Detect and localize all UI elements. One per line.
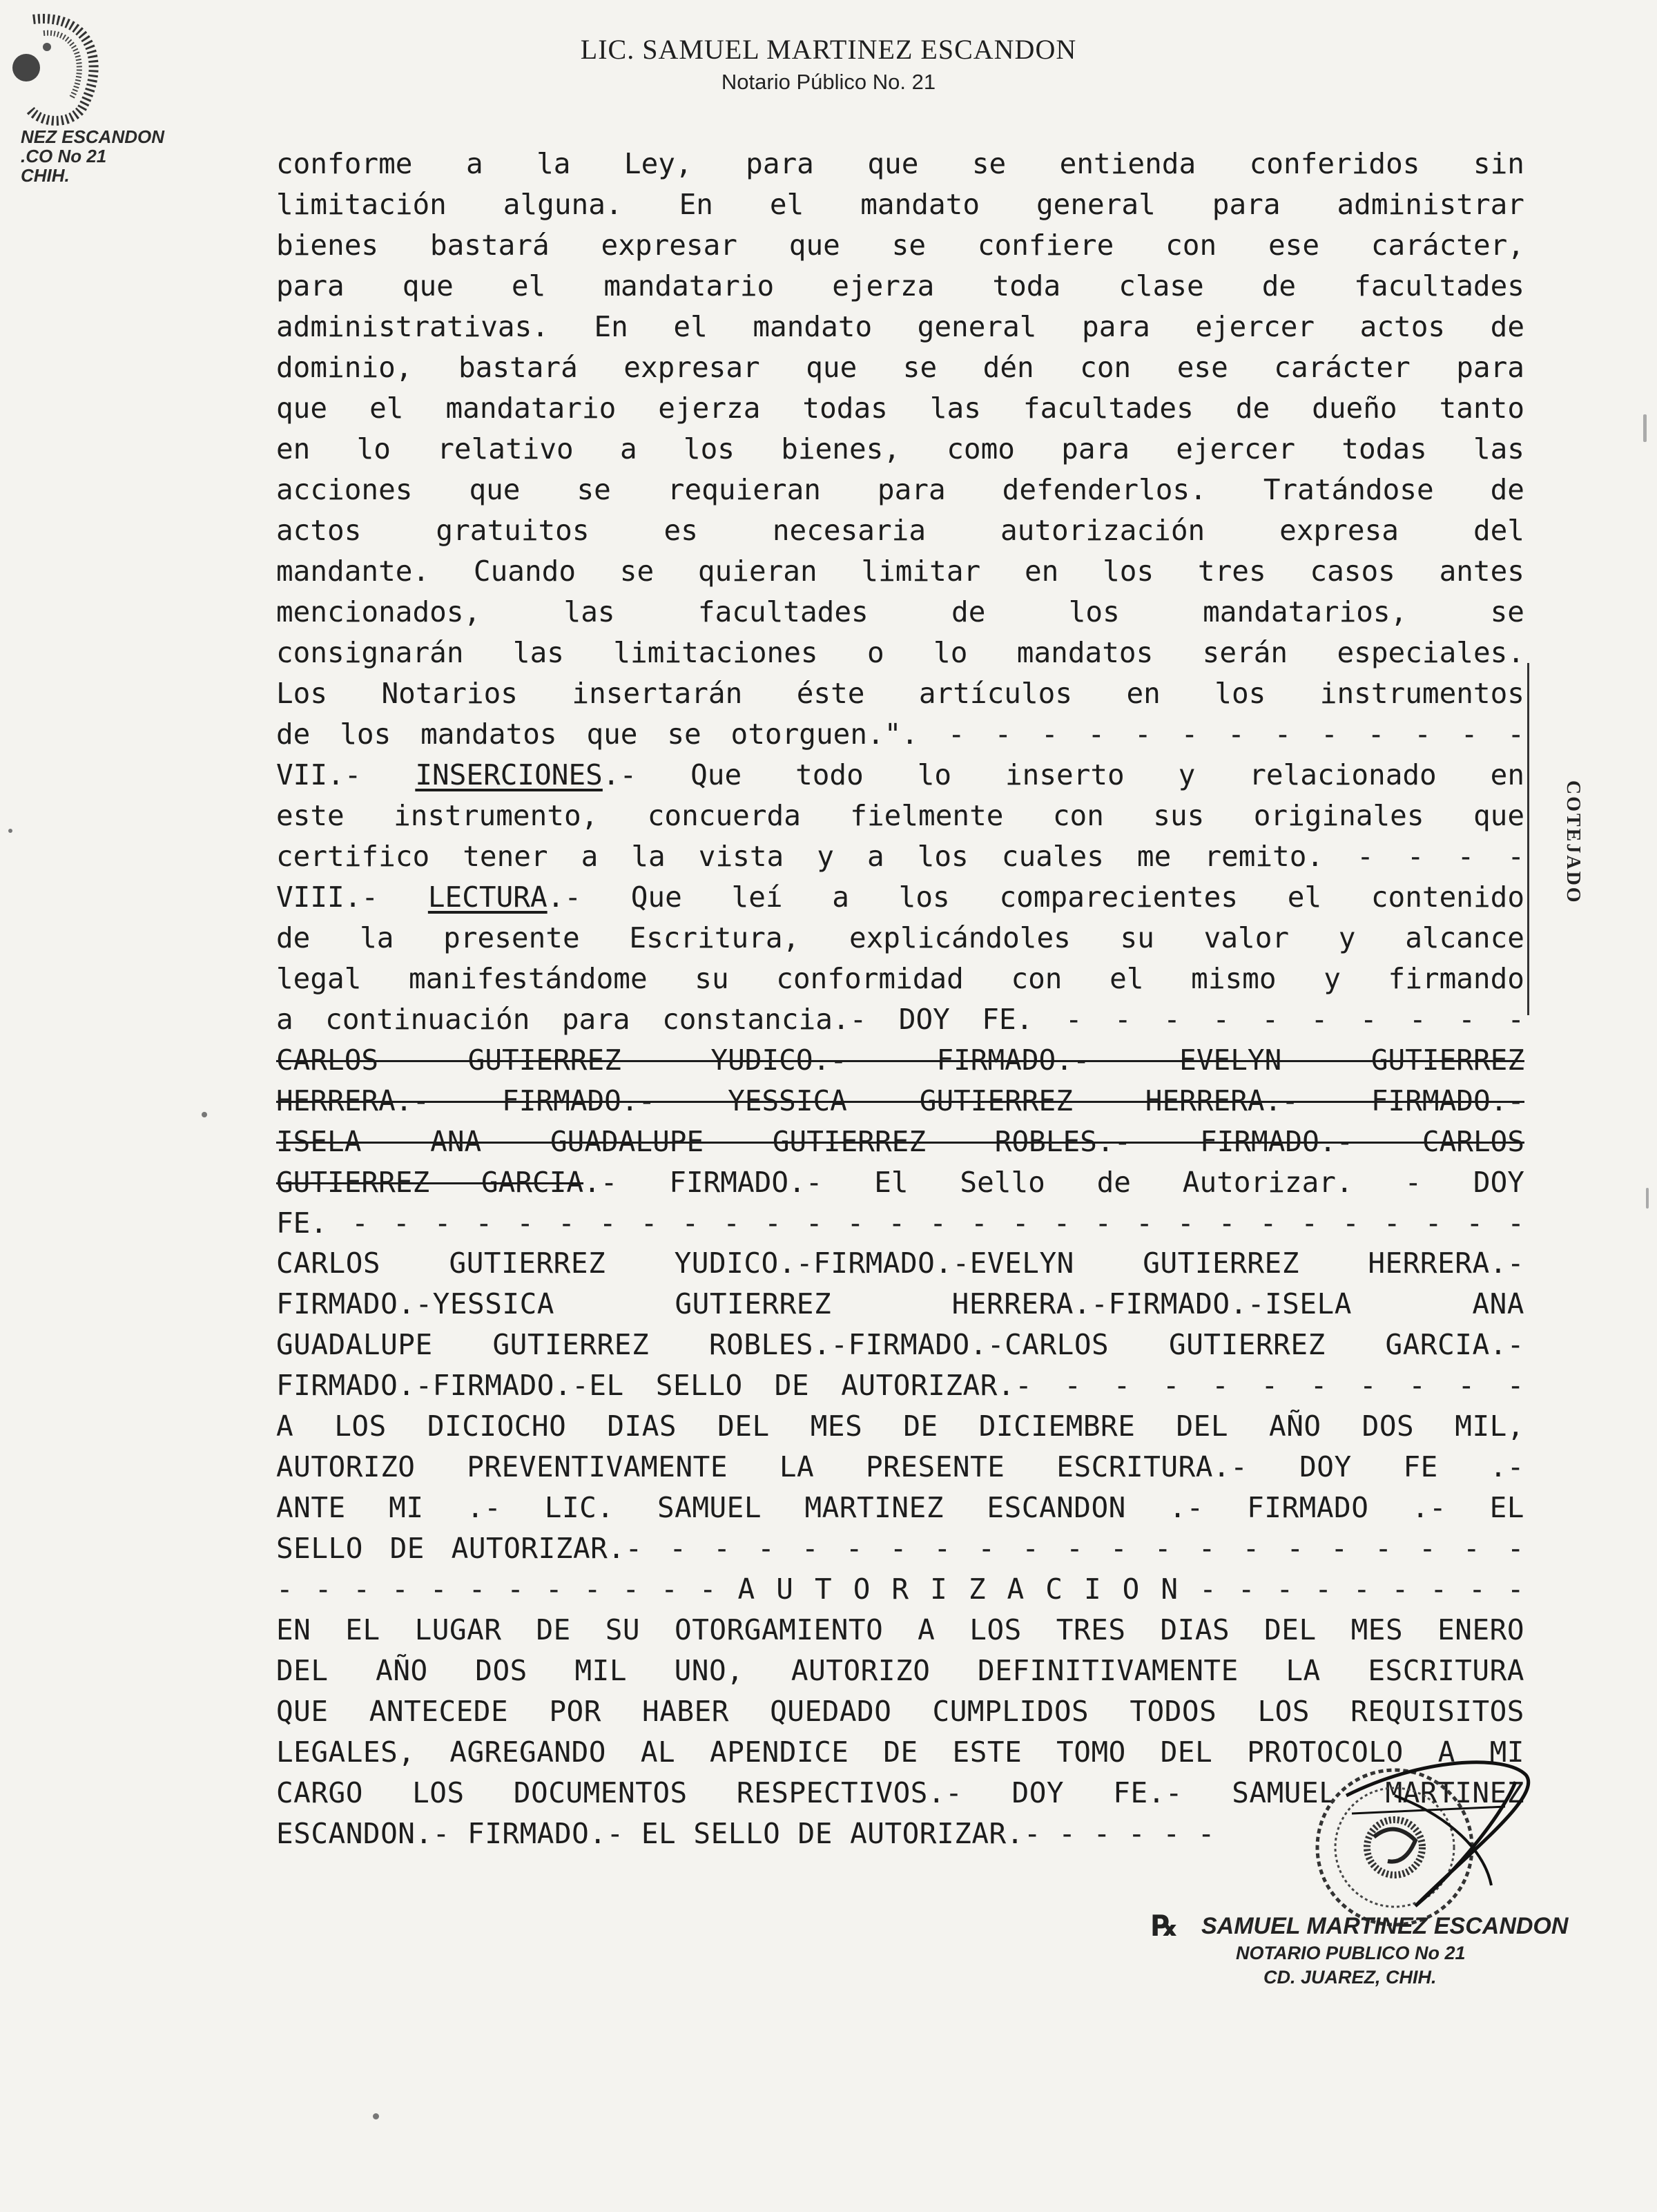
deed-body-text xyxy=(276,144,1524,1244)
struck-signature-line: ISELA ANA GUADALUPE GUTIERREZ ROBLES.- FIRMADO.- CARLOS xyxy=(276,1125,1524,1158)
text-line: EN EL LUGAR DE SU OTORGAMIENTO A LOS TRES DIAS DEL MES ENERO xyxy=(276,1613,1524,1646)
text-line: FIRMADO.-YESSICA GUTIERREZ HERRERA.-FIRMADO.-ISELA ANA xyxy=(276,1287,1524,1320)
struck-signature-line: CARLOS GUTIERREZ YUDICO.- FIRMADO.- EVELYN GUTIERREZ xyxy=(276,1044,1524,1077)
text-line: A LOS DICIOCHO DIAS DEL MES DE DICIEMBRE DEL AÑO DOS MIL, xyxy=(276,1410,1524,1443)
stamp-top-left-line2: .CO No 21 xyxy=(21,146,107,166)
text-line: de los mandatos que se otorguen.". - - - - - - - - - - - - - xyxy=(276,718,1524,751)
stamp-top-left-text xyxy=(21,127,164,185)
stamp-bottom-city: CD. JUAREZ, CHIH. xyxy=(1263,1967,1437,1988)
text-line: limitación alguna. En el mandato general para administrar xyxy=(276,188,1524,221)
text-line: AUTORIZO PREVENTIVAMENTE LA PRESENTE ESCRITURA.- DOY FE .- xyxy=(276,1450,1524,1483)
text-line: SELLO DE AUTORIZAR.- - - - - - - - - - - - - - - - - - - - - xyxy=(276,1532,1524,1565)
clause-heading-inserciones: INSERCIONES xyxy=(415,758,603,791)
text-line: FE. - - - - - - - - - - - - - - - - - - - - - - - - - - - - - xyxy=(276,1206,1524,1240)
notary-seal-bottom xyxy=(1291,1754,1519,1934)
text-line: certifico tener a la vista y a los cuales me remito. - - - - xyxy=(276,840,1524,873)
text-line: que el mandatario ejerza todas las facultades de dueño tanto xyxy=(276,392,1524,425)
text-line: a continuación para constancia.- DOY FE. - - - - - - - - - - xyxy=(276,1003,1524,1036)
text-line: LEGALES, AGREGANDO AL APENDICE DE ESTE TOMO DEL PROTOCOLO A MI xyxy=(276,1735,1524,1769)
insertions-clause-line xyxy=(276,755,1524,796)
stamp-top-left-line3: CHIH. xyxy=(21,165,70,186)
scan-speck xyxy=(202,1112,207,1117)
text-line: ANTE MI .- LIC. SAMUEL MARTINEZ ESCANDON .- FIRMADO .- EL xyxy=(276,1491,1524,1524)
text-line: conforme a la Ley, para que se entienda conferidos sin xyxy=(276,147,1524,180)
text-line: dominio, bastará expresar que se dén con ese carácter para xyxy=(276,351,1524,384)
text-line: actos gratuitos es necesaria autorización expresa del xyxy=(276,514,1524,547)
clause-number: VIII.- xyxy=(276,881,379,914)
cotejado-margin-note: COTEJADO xyxy=(1562,780,1584,905)
text-line: DEL AÑO DOS MIL UNO, AUTORIZO DEFINITIVAMENTE LA ESCRITURA xyxy=(276,1654,1524,1687)
signature-line-rest: .- FIRMADO.- El Sello de Autorizar. - DOY xyxy=(583,1166,1524,1199)
stamp-bottom-name: SAMUEL MARTINEZ ESCANDON xyxy=(1201,1913,1569,1939)
reading-clause-line xyxy=(276,877,1524,918)
struck-signature-line: HERRERA.- FIRMADO.- YESSICA GUTIERREZ HERRERA.- FIRMADO.- xyxy=(276,1084,1524,1117)
signature-line xyxy=(276,1162,1524,1203)
notary-stamp-bottom xyxy=(1146,1910,1569,1988)
text-line: este instrumento, concuerda fielmente con sus originales que xyxy=(276,799,1524,832)
page-header xyxy=(0,33,1657,95)
text-line: Los Notarios insertarán éste artículos en los instrumentos xyxy=(276,677,1524,710)
text-line: acciones que se requieran para defenderlos. Tratándose de xyxy=(276,473,1524,506)
text-line: administrativas. En el mandato general para ejercer actos de xyxy=(276,310,1524,343)
scan-speck xyxy=(8,829,12,833)
text-line: en lo relativo a los bienes, como para ejercer todas las xyxy=(276,432,1524,465)
text-line: bienes bastará expresar que se confiere con ese carácter, xyxy=(276,229,1524,262)
text-line: ESCANDON.- FIRMADO.- EL SELLO DE AUTORIZAR.- - - - - - xyxy=(276,1817,1215,1850)
scan-speck xyxy=(1643,414,1647,442)
margin-bracket-line xyxy=(1527,663,1529,1015)
autorizacion-divider: - - - - - - - - - - - - A U T O R I Z A C I O N - - - - - - - - - xyxy=(276,1573,1524,1606)
stamp-top-left-line1: NEZ ESCANDON xyxy=(21,126,165,147)
text-line: mencionados, las facultades de los mandatarios, se xyxy=(276,595,1524,628)
text-line: legal manifestándome su conformidad con el mismo y firmando xyxy=(276,962,1524,995)
text-line: para que el mandatario ejerza toda clase de facultades xyxy=(276,269,1524,302)
text-line: CARLOS GUTIERREZ YUDICO.-FIRMADO.-EVELYN GUTIERREZ HERRERA.- xyxy=(276,1247,1524,1280)
clause-number: VII.- xyxy=(276,758,362,791)
text-line: consignarán las limitaciones o lo mandatos serán especiales. xyxy=(276,636,1524,669)
text-line: de la presente Escritura, explicándoles su valor y alcance xyxy=(276,921,1524,954)
stamp-mark-icon: ℞ xyxy=(1152,1910,1178,1942)
text-line: CARGO LOS DOCUMENTOS RESPECTIVOS.- DOY FE.- SAMUEL MARTINEZ xyxy=(276,1776,1524,1809)
text-line: mandante. Cuando se quieran limitar en los tres casos antes xyxy=(276,555,1524,588)
text-line: QUE ANTECEDE POR HABER QUEDADO CUMPLIDOS TODOS LOS REQUISITOS xyxy=(276,1695,1524,1728)
stamp-bottom-title: NOTARIO PUBLICO No 21 xyxy=(1236,1943,1466,1963)
scan-speck xyxy=(373,2113,379,2119)
text-line: FIRMADO.-FIRMADO.-EL SELLO DE AUTORIZAR.- - - - - - - - - - - xyxy=(276,1369,1524,1402)
text-line: GUADALUPE GUTIERREZ ROBLES.-FIRMADO.-CARLOS GUTIERREZ GARCIA.- xyxy=(276,1328,1524,1361)
clause-text: .- Que todo lo inserto y relacionado en xyxy=(602,758,1525,791)
clause-text: .- Que leí a los comparecientes el contenido xyxy=(547,881,1524,914)
notary-name-title: LIC. SAMUEL MARTINEZ ESCANDON xyxy=(580,34,1077,65)
struck-name: GUTIERREZ GARCIA xyxy=(276,1166,584,1199)
scan-speck xyxy=(1646,1188,1649,1209)
clause-heading-lectura: LECTURA xyxy=(427,881,548,914)
notary-seal-icon xyxy=(1291,1754,1519,1934)
notary-number-subtitle: Notario Público No. 21 xyxy=(721,70,936,94)
